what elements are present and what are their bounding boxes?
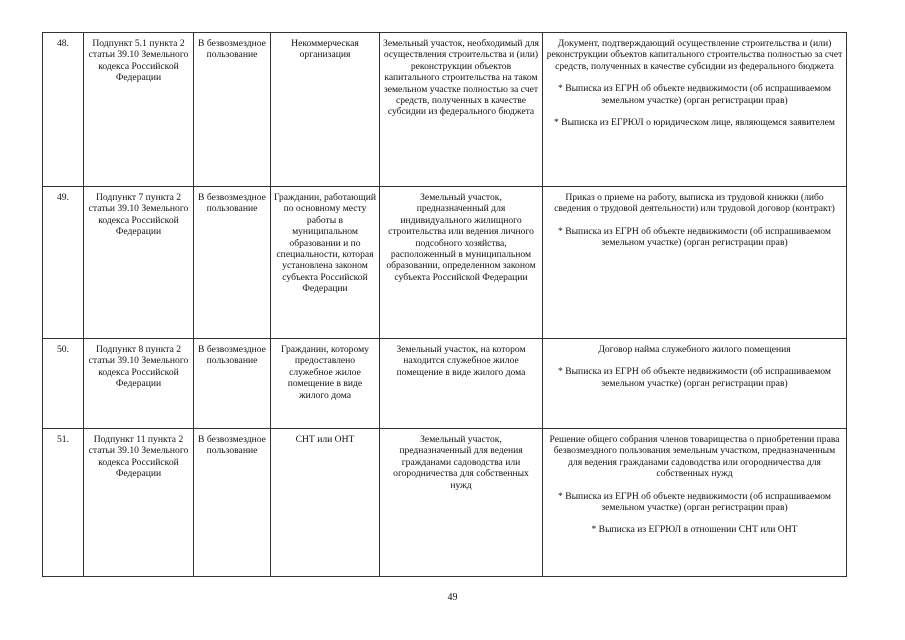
table-row <box>43 429 847 577</box>
provision-kind-cell: В безвозмездное пользование <box>194 33 271 187</box>
legal-basis-cell: Подпункт 8 пункта 2 статьи 39.10 Земельного кодекса Российской Федерации <box>84 339 194 429</box>
provision-kind-cell: В безвозмездное пользование <box>194 339 271 429</box>
document-item: Документ, подтверждающий осуществление строительства и (или) реконструкции объектов капитального строительства полностью за счет средств, полученных в качестве субсидии из федерального бюджета <box>546 38 843 72</box>
provision-kind-cell: В безвозмездное пользование <box>194 429 271 577</box>
land-plot-cell: Земельный участок, предназначенный для ведения гражданами садоводства или огородничества для собственных нужд <box>380 429 543 577</box>
applicant-cell: Некоммерческая организация <box>271 33 380 187</box>
table-row <box>43 33 847 187</box>
document-item: Приказ о приеме на работу, выписка из трудовой книжки (либо сведения о трудовой деятельности) или трудовой договор (контракт) <box>554 192 835 215</box>
document-item: * Выписка из ЕГРН об объекте недвижимости (об испрашиваемом земельном участке) (орган регистрации прав) <box>558 225 831 249</box>
legal-basis-cell: Подпункт 7 пункта 2 статьи 39.10 Земельного кодекса Российской Федерации <box>84 187 194 339</box>
documents-cell <box>543 339 847 429</box>
row-number: 49. <box>43 187 84 339</box>
land-plot-cell: Земельный участок, предназначенный для индивидуального жилищного строительства или ведения личного подсобного хозяйства, расположенный в муниципальном образовании, определенном законом субъекта Российской Федерации <box>380 187 543 339</box>
document-item: * Выписка из ЕГРН об объекте недвижимости (об испрашиваемом земельном участке) (орган регистрации прав) <box>558 490 831 514</box>
document-item: * Выписка из ЕГРН об объекте недвижимости (об испрашиваемом земельном участке) (орган регистрации прав) <box>558 366 831 389</box>
table-row <box>43 187 847 339</box>
applicant-cell: Гражданин, которому предоставлено служебное жилое помещение в виде жилого дома <box>271 339 380 429</box>
table-row <box>43 339 847 429</box>
land-plot-cell: Земельный участок, необходимый для осуществления строительства и (или) реконструкции объектов капитального строительства на таком земельном участке полностью за счет средств, полученных в качестве субсидии из федерального бюджета <box>380 33 543 187</box>
row-number: 48. <box>43 33 84 187</box>
document-item: * Выписка из ЕГРЮЛ в отношении СНТ или ОНТ <box>591 524 798 536</box>
applicant-cell: Гражданин, работающий по основному месту работы в муниципальном образовании и по специальности, которая установлена законом субъекта Российской Федерации <box>271 187 380 339</box>
row-number: 50. <box>43 339 84 429</box>
legal-basis-cell: Подпункт 11 пункта 2 статьи 39.10 Земельного кодекса Российской Федерации <box>84 429 194 577</box>
land-provision-table <box>42 32 847 577</box>
document-item: * Выписка из ЕГРН об объекте недвижимости (об испрашиваемом земельном участке) (орган регистрации прав) <box>558 83 831 106</box>
land-plot-cell: Земельный участок, на котором находится служебное жилое помещение в виде жилого дома <box>380 339 543 429</box>
documents-cell <box>543 429 847 577</box>
document-item: * Выписка из ЕГРЮЛ о юридическом лице, являющемся заявителем <box>553 117 835 129</box>
applicant-cell: СНТ или ОНТ <box>271 429 380 577</box>
document-item: Договор найма служебного жилого помещения <box>598 344 791 355</box>
document-item: Решение общего собрания членов товарищества о приобретении права безвозмездного пользования земельным участком, предназначенным для ведения гражданами садоводства или огородничества для собственных нужд <box>549 434 840 480</box>
legal-basis-cell: Подпункт 5.1 пункта 2 статьи 39.10 Земельного кодекса Российской Федерации <box>84 33 194 187</box>
document-sheet <box>42 32 846 577</box>
page-number: 49 <box>447 592 458 603</box>
documents-cell <box>543 187 847 339</box>
documents-cell <box>543 33 847 187</box>
provision-kind-cell: В безвозмездное пользование <box>194 187 271 339</box>
row-number: 51. <box>43 429 84 577</box>
